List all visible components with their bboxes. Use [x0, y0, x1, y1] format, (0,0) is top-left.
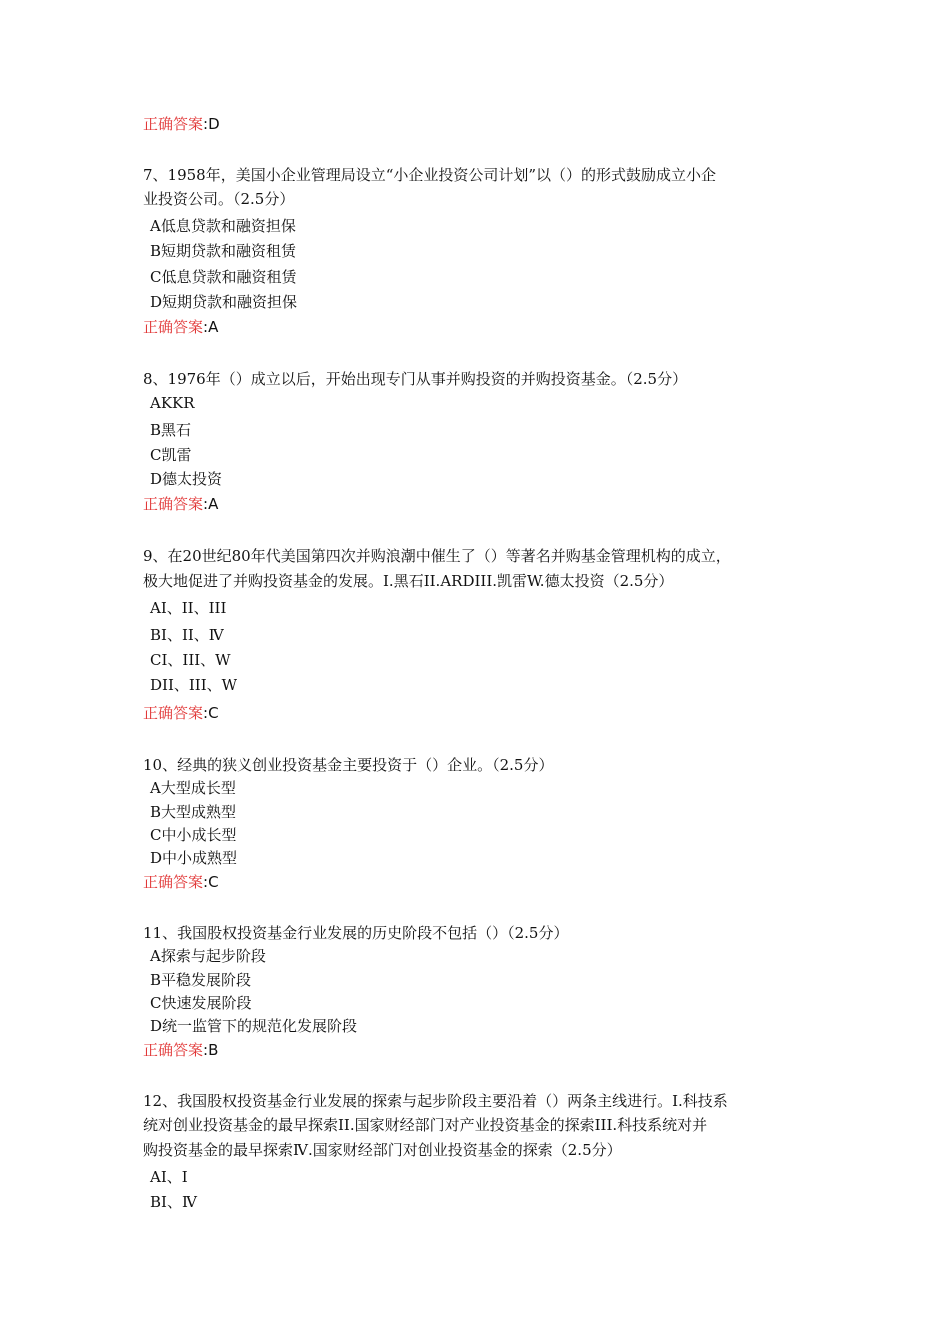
- answer-line: [143, 872, 219, 892]
- option-c: C快速发展阶段: [150, 994, 252, 1012]
- question-text: 业投资公司。（2.5分）: [143, 190, 295, 208]
- question-text: 7、1958年，美国小企业管理局设立“小企业投资公司计划”以（）的形式鼓励成立小企: [143, 166, 717, 184]
- option-c: CI、III、W: [150, 651, 231, 669]
- answer-separator: :: [203, 1041, 209, 1059]
- option-c: C低息贷款和融资租赁: [150, 268, 297, 286]
- question-text: 11、我国股权投资基金行业发展的历史阶段不包括（）（2.5分）: [143, 924, 569, 942]
- answer-label: 正确答案: [143, 1041, 204, 1059]
- answer-line: [143, 494, 218, 514]
- question-text: 购投资基金的最早探索Ⅳ.国家财经部门对创业投资基金的探索（2.5分）: [143, 1141, 622, 1159]
- option-b: B黑石: [150, 421, 192, 439]
- option-d: DII、III、W: [150, 676, 238, 694]
- option-a: A低息贷款和融资担保: [150, 217, 296, 235]
- answer-line: [143, 114, 220, 134]
- option-d: D中小成熟型: [150, 849, 238, 867]
- option-a: A大型成长型: [150, 779, 236, 797]
- answer-separator: :: [203, 115, 209, 133]
- option-b: B平稳发展阶段: [150, 971, 252, 989]
- option-c: C凯雷: [150, 446, 192, 464]
- answer-label: 正确答案: [143, 873, 204, 891]
- option-d: D德太投资: [150, 470, 223, 488]
- answer-value: B: [208, 1041, 219, 1059]
- option-a: AI、II、III: [150, 599, 227, 617]
- answer-separator: :: [203, 318, 209, 336]
- option-b: BⅠ、Ⅳ: [150, 1193, 197, 1211]
- answer-value: D: [208, 115, 220, 133]
- question-text: 统对创业投资基金的最早探索II.国家财经部门对产业投资基金的探索III.科技系统对并: [143, 1116, 708, 1134]
- answer-value: C: [208, 873, 219, 891]
- option-c: C中小成长型: [150, 826, 237, 844]
- question-text: 12、我国股权投资基金行业发展的探索与起步阶段主要沿着（）两条主线进行。I.科技系: [143, 1092, 728, 1110]
- option-a: A探索与起步阶段: [150, 947, 266, 965]
- answer-label: 正确答案: [143, 704, 204, 722]
- option-b: B大型成熟型: [150, 803, 237, 821]
- answer-value: A: [208, 495, 219, 513]
- answer-line: [143, 317, 218, 337]
- option-b: BⅠ、ⅠⅠ、Ⅳ: [150, 626, 224, 644]
- option-a: AKKR: [150, 394, 195, 412]
- answer-label: 正确答案: [143, 115, 204, 133]
- option-d: D短期贷款和融资担保: [150, 293, 298, 311]
- answer-separator: :: [203, 704, 209, 722]
- question-text: 极大地促进了并购投资基金的发展。I.黑石II.ARDIII.凯雷W.德太投资（2.5分）: [143, 572, 674, 590]
- answer-separator: :: [203, 873, 209, 891]
- answer-value: A: [208, 318, 219, 336]
- option-b: B短期贷款和融资租赁: [150, 242, 297, 260]
- answer-line: [143, 703, 219, 723]
- answer-label: 正确答案: [143, 495, 204, 513]
- question-text: 9、在20世纪80年代美国第四次并购浪潮中催生了（）等著名并购基金管理机构的成立，: [143, 547, 731, 565]
- answer-line: [143, 1040, 218, 1060]
- question-text: 8、1976年（）成立以后，开始出现专门从事并购投资的并购投资基金。（2.5分）: [143, 370, 688, 388]
- option-a: AⅠ、Ⅰ: [150, 1168, 188, 1186]
- answer-label: 正确答案: [143, 318, 204, 336]
- answer-separator: :: [203, 495, 209, 513]
- question-text: 10、经典的狭义创业投资基金主要投资于（）企业。（2.5分）: [143, 756, 554, 774]
- option-d: D统一监管下的规范化发展阶段: [150, 1017, 358, 1035]
- answer-value: C: [208, 704, 219, 722]
